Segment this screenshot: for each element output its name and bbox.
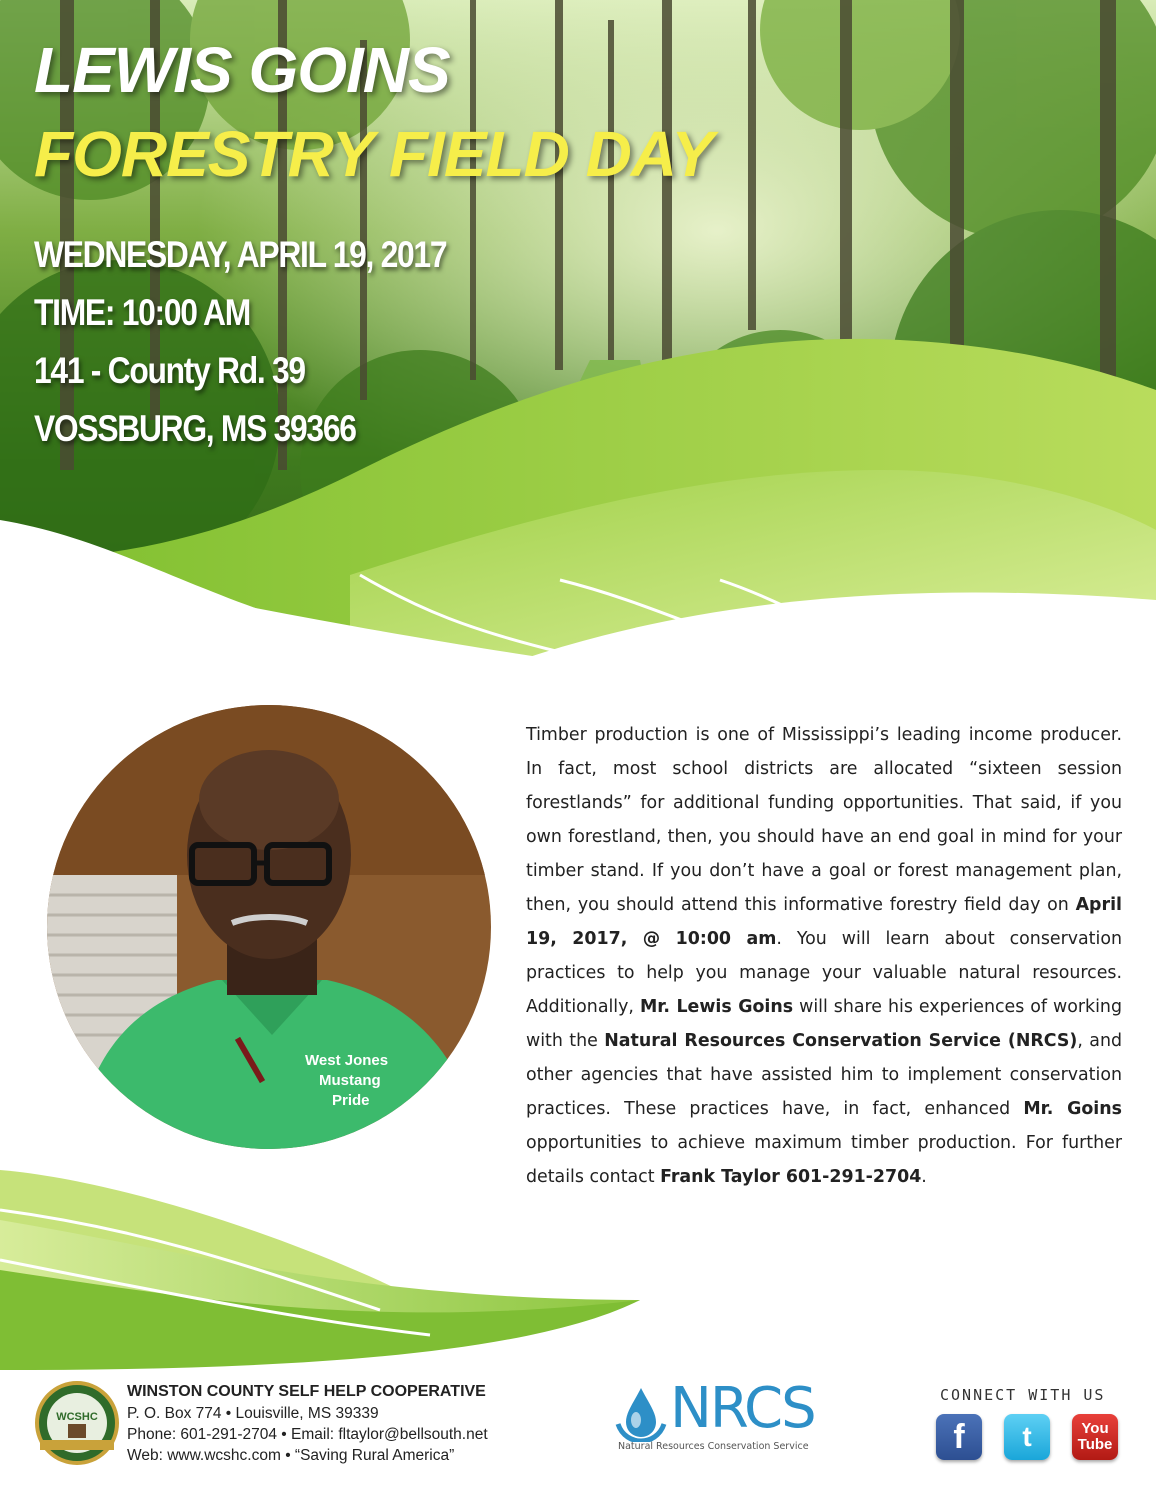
- youtube-icon[interactable]: You Tube: [1072, 1414, 1118, 1460]
- leaf-swoosh-decoration: [0, 1160, 640, 1370]
- org-contact: Phone: 601-291-2704 • Email: fltaylor@bellsouth.net: [127, 1426, 488, 1443]
- water-drop-icon: [612, 1384, 670, 1442]
- org-contact-block: [127, 1381, 488, 1466]
- facebook-icon[interactable]: f: [936, 1414, 982, 1460]
- shirt-text-3: Pride: [332, 1092, 370, 1109]
- event-description: Timber production is one of Mississippi’s leading income producer. In fact, most school districts are allocated “sixteen session forestlands” for additional funding opportunities. That said, if you own forestland, then, you should have an end goal in mind for your timber stand. If you don’t have a goal or forest management plan, then, you should attend this informative forestry field day on April 19, 2017, @ 10:00 am. You will learn about conservation practices to help you manage your valuable natural resources. Additionally, Mr. Lewis Goins will share his experiences of working with the Natural Resources Conservation Service (NRCS), and other agencies that have assisted him to implement conservation practices. These practices have, in fact, enhanced Mr. Goins opportunities to achieve maximum timber production. For further details contact Frank Taylor 601-291-2704.: [526, 725, 1123, 1187]
- shirt-text-2: Mustang: [319, 1072, 381, 1089]
- org-name: WINSTON COUNTY SELF HELP COOPERATIVE: [127, 1383, 486, 1400]
- event-title-line1: LEWIS GOINS: [34, 34, 450, 106]
- event-city: VOSSBURG, MS 39366: [34, 408, 356, 449]
- nrcs-logo: [610, 1378, 840, 1458]
- shirt-text-1: West Jones: [305, 1052, 389, 1069]
- wcshc-logo-text: WCSHC: [56, 1411, 98, 1423]
- connect-with-us-heading: CONNECT WITH US: [940, 1386, 1106, 1404]
- twitter-icon[interactable]: t: [1004, 1414, 1050, 1460]
- org-address: P. O. Box 774 • Louisville, MS 39339: [127, 1405, 379, 1422]
- event-date: WEDNESDAY, APRIL 19, 2017: [34, 234, 447, 275]
- wcshc-logo: [34, 1380, 120, 1466]
- nrcs-subtitle: Natural Resources Conservation Service: [618, 1441, 809, 1452]
- speaker-photo: [47, 705, 491, 1149]
- event-details: [34, 226, 513, 458]
- event-time: TIME: 10:00 AM: [34, 292, 250, 333]
- event-street: 141 - County Rd. 39: [34, 350, 305, 391]
- nrcs-wordmark: NRCS: [670, 1376, 815, 1441]
- org-web: Web: www.wcshc.com • “Saving Rural America”: [127, 1447, 455, 1464]
- event-title-line2: FORESTRY FIELD DAY: [34, 118, 713, 190]
